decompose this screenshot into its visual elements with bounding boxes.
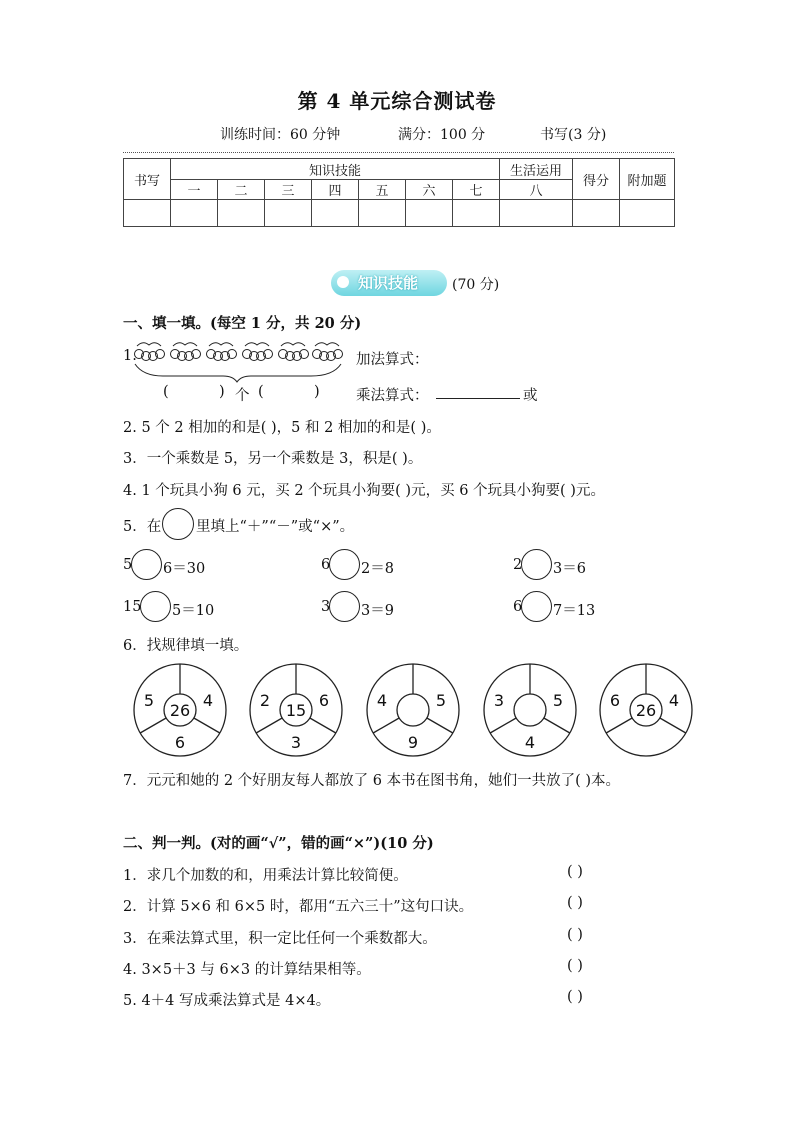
- q1-ge: 个: [235, 388, 250, 404]
- score-cell[interactable]: [171, 200, 218, 227]
- wheel-right-number: 5: [552, 691, 564, 710]
- part1-heading: 一、填一填。(每空 1 分，共 20 分): [123, 315, 362, 332]
- pattern-wheel: [484, 664, 576, 756]
- q5-prefix: 5．在: [123, 519, 162, 535]
- q1-answer-blank[interactable]: [436, 384, 520, 403]
- q5-item-3-a: 2: [513, 557, 523, 573]
- wheel-divider: [310, 718, 336, 733]
- header-knowledge: 知识技能: [171, 159, 500, 180]
- wheel-divider: [140, 718, 166, 733]
- score-cell[interactable]: [453, 200, 500, 227]
- wheel-left-number: 4: [376, 691, 388, 710]
- judge-answer-4[interactable]: ( ): [567, 958, 583, 974]
- wheel-right-number: 4: [668, 691, 680, 710]
- wheel-bottom-number: 4: [524, 733, 536, 752]
- q4: 4. 1 个玩具小狗 6 元，买 2 个玩具小狗要( )元，买 6 个玩具小狗要( )元。: [123, 483, 605, 499]
- wheel-right-number: 4: [202, 691, 214, 710]
- col-7: 七: [453, 180, 500, 200]
- q1-add-label: 加法算式：: [356, 352, 429, 368]
- q1-number: 1.: [123, 348, 137, 364]
- wheel-center[interactable]: [514, 694, 546, 726]
- q1-paren-left: (: [163, 384, 169, 400]
- score-cell[interactable]: [312, 200, 359, 227]
- header-life: 生活运用: [500, 159, 573, 180]
- score-cell[interactable]: [500, 200, 573, 227]
- judge-item-3: 3．在乘法算式里，积一定比任何一个乘数都大。: [123, 931, 437, 947]
- q1-paren-left: (: [258, 384, 264, 400]
- wheel-bottom-number: 9: [407, 733, 419, 752]
- full-score: 满分：100 分: [398, 127, 486, 143]
- judge-answer-3[interactable]: ( ): [567, 927, 583, 943]
- q5-instruction-circle: [162, 508, 194, 540]
- header-writing: 书写: [124, 159, 171, 200]
- pattern-wheel: [134, 664, 226, 756]
- wheel-divider: [606, 718, 632, 733]
- operator-circle[interactable]: [131, 549, 162, 580]
- col-5: 五: [359, 180, 406, 200]
- wheel-bottom-number: 3: [290, 733, 302, 752]
- q5-item-1-a: 5: [123, 557, 133, 573]
- wheel-center-number: 26: [169, 701, 191, 720]
- q5-item-1-b: 6＝30: [163, 561, 206, 577]
- section-title: 知识技能: [358, 274, 419, 292]
- judge-item-2: 2．计算 5×6 和 6×5 时，都用“五六三十”这句口诀。: [123, 899, 474, 915]
- wheel-divider: [194, 718, 220, 733]
- q1-paren-right: ): [219, 384, 225, 400]
- wheel-right-number: 5: [435, 691, 447, 710]
- q5-item-3-b: 3＝6: [553, 561, 586, 577]
- wheel-left-number: 6: [609, 691, 621, 710]
- score-cell[interactable]: [620, 200, 675, 227]
- judge-item-5: 5. 4＋4 写成乘法算式是 4×4。: [123, 993, 331, 1009]
- q6-text: 6．找规律填一填。: [123, 638, 249, 654]
- operator-circle[interactable]: [329, 591, 360, 622]
- wheel-center-number: 15: [285, 701, 307, 720]
- score-cell[interactable]: [359, 200, 406, 227]
- pattern-wheel: [250, 664, 342, 756]
- q2: 2. 5 个 2 相加的和是( )，5 和 2 相加的和是( )。: [123, 420, 441, 436]
- operator-circle[interactable]: [521, 549, 552, 580]
- q1-or: 或: [523, 388, 538, 404]
- cherry-icon: [207, 343, 237, 361]
- col-1: 一: [171, 180, 218, 200]
- wheel-divider: [490, 718, 516, 733]
- wheel-center-number: 26: [635, 701, 657, 720]
- pattern-wheel: [367, 664, 459, 756]
- q3: 3．一个乘数是 5，另一个乘数是 3，积是( )。: [123, 451, 423, 467]
- wheel-divider: [660, 718, 686, 733]
- col-8: 八: [500, 180, 573, 200]
- q7: 7．元元和她的 2 个好朋友每人都放了 6 本书在图书角，她们一共放了( )本。: [123, 773, 621, 789]
- pattern-wheel: [600, 664, 692, 756]
- judge-answer-1[interactable]: ( ): [567, 864, 583, 880]
- wheel-divider: [427, 718, 453, 733]
- judge-item-4: 4. 3×5＋3 与 6×3 的计算结果相等。: [123, 962, 371, 978]
- operator-circle[interactable]: [140, 591, 171, 622]
- wheel-divider: [544, 718, 570, 733]
- q5-item-5-b: 3＝9: [361, 603, 394, 619]
- wheel-left-number: 2: [259, 691, 271, 710]
- header-bonus: 附加题: [620, 159, 675, 200]
- col-2: 二: [218, 180, 265, 200]
- dotted-divider: [123, 152, 674, 153]
- wheel-divider: [256, 718, 282, 733]
- score-cell[interactable]: [124, 200, 171, 227]
- score-cell[interactable]: [265, 200, 312, 227]
- wheel-bottom-number: 6: [174, 733, 186, 752]
- wheel-left-number: 5: [143, 691, 155, 710]
- writing-score: 书写(3 分): [540, 127, 607, 143]
- q1-mul-label: 乘法算式：: [356, 388, 429, 404]
- wheel-right-number: 6: [318, 691, 330, 710]
- wheel-divider: [373, 718, 399, 733]
- cherry-icon: [313, 343, 343, 361]
- page-title: 第 4 单元综合测试卷: [297, 89, 497, 113]
- cherry-icon: [279, 343, 309, 361]
- cherries-illustration: [133, 340, 343, 386]
- operator-circle[interactable]: [329, 549, 360, 580]
- section-score: (70 分): [452, 277, 500, 293]
- header-score: 得分: [573, 159, 620, 200]
- wheel-left-number: 3: [493, 691, 505, 710]
- col-3: 三: [265, 180, 312, 200]
- score-cell[interactable]: [406, 200, 453, 227]
- part2-heading: 二、判一判。(对的画“√”，错的画“×”)(10 分): [123, 835, 434, 852]
- q5-item-2-b: 2＝8: [361, 561, 394, 577]
- q1-paren-right: ): [314, 384, 320, 400]
- q5-item-6-a: 6: [513, 599, 523, 615]
- q5-suffix: 里填上“＋”“－”或“×”。: [196, 519, 355, 535]
- cherry-icon: [171, 343, 201, 361]
- judge-item-1: 1．求几个加数的和，用乘法计算比较简便。: [123, 868, 408, 884]
- col-4: 四: [312, 180, 359, 200]
- q5-item-4-b: 5＝10: [172, 603, 215, 619]
- q5-item-6-b: 7＝13: [553, 603, 596, 619]
- score-cell[interactable]: [573, 200, 620, 227]
- wheel-center[interactable]: [397, 694, 429, 726]
- pattern-wheels: [120, 660, 700, 760]
- col-6: 六: [406, 180, 453, 200]
- operator-circle[interactable]: [521, 591, 552, 622]
- banner-icon: [337, 276, 349, 288]
- judge-answer-5[interactable]: ( ): [567, 989, 583, 1005]
- cherry-icon: [243, 343, 273, 361]
- time-limit: 训练时间：60 分钟: [220, 127, 341, 143]
- q5-item-2-a: 6: [321, 557, 331, 573]
- brace: [135, 364, 341, 382]
- q5-item-5-a: 3: [321, 599, 331, 615]
- q5-item-4-a: 15: [123, 599, 142, 615]
- judge-answer-2[interactable]: ( ): [567, 895, 583, 911]
- score-table: [123, 158, 675, 227]
- cherry-icon: [135, 343, 165, 361]
- score-cell[interactable]: [218, 200, 265, 227]
